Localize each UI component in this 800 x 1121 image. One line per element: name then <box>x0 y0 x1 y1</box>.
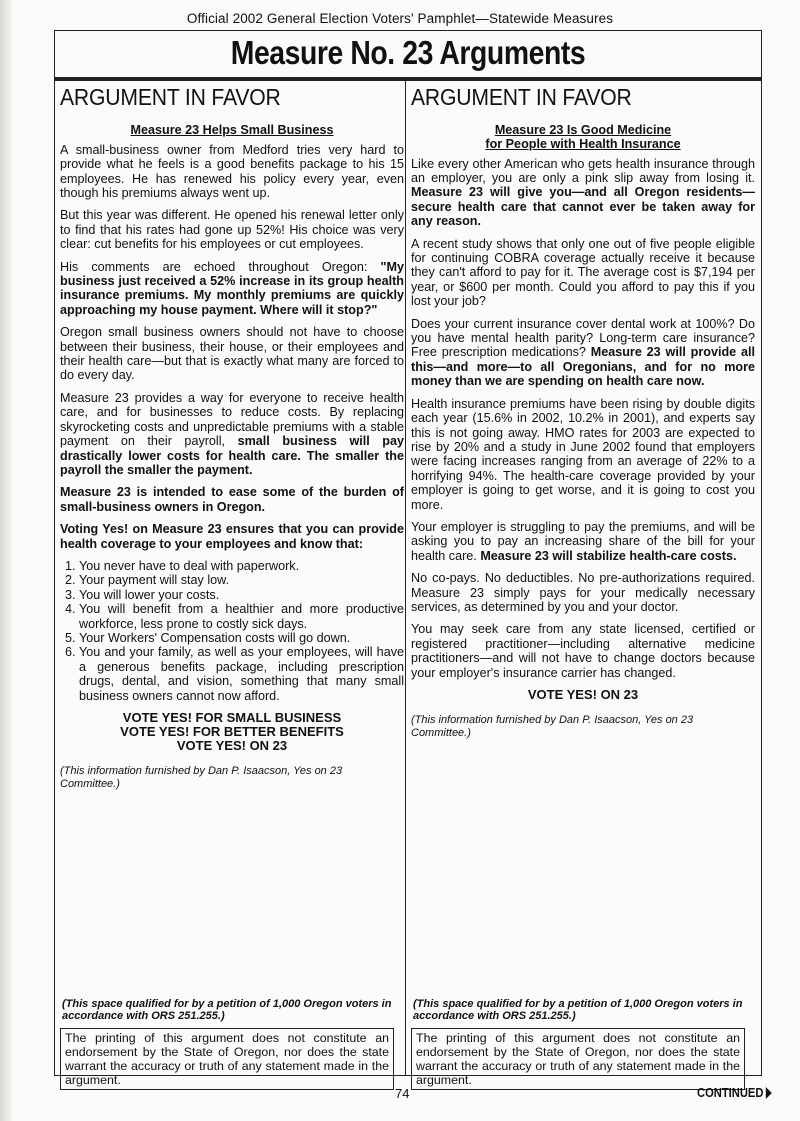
list-item: 1. You never have to deal with paperwork. <box>79 559 404 573</box>
left-paragraph-6: Measure 23 is intended to ease some of the burden of small-business owners in Oregon. <box>60 485 404 514</box>
right-paragraph-3-text: Does your current insurance cover dental work at 100%? Do you have mental health parity? Long-term care insurance? Free prescription medications? <box>411 316 755 360</box>
right-paragraph-5-bold: Measure 23 will stabilize health-care costs. <box>480 548 737 563</box>
left-argument-heading: ARGUMENT IN FAVOR <box>60 84 281 110</box>
right-disclaimer-box: The printing of this argument does not constitute an endorsement by the State of Oregon, nor does the state warrant the accuracy or truth of any statement made in the argument. <box>411 1028 745 1090</box>
left-argument-subheading: Measure 23 Helps Small Business <box>130 123 334 137</box>
list-item: 2. Your payment will stay low. <box>79 573 404 587</box>
left-paragraph-3 <box>60 260 404 318</box>
column-divider <box>405 81 406 1076</box>
list-item: 3. You will lower your costs. <box>79 588 404 602</box>
right-subheading-line-2: for People with Health Insurance <box>485 136 681 151</box>
left-paragraph-4: Oregon small business owners should not have to choose between their business, their house, or their employees and their health care—but that is exactly what many are forced to do every day. <box>60 325 404 383</box>
title-rule <box>55 77 761 81</box>
vote-slogan-3: VOTE YES! ON 23 <box>176 738 288 754</box>
list-item: 6. You and your family, as well as your employees, will have a generous benefits package, including prescription drugs, dental, and vision, something that many small business owners cannot now afford. <box>79 645 404 703</box>
left-paragraph-7: Voting Yes! on Measure 23 ensures that you can provide health coverage to your employees and know that: <box>60 522 404 551</box>
right-paragraph-7: You may seek care from any state licensed, certified or registered practitioner—including alternative medicine practitioners—and will not have to change doctors because your employer's insurance carrier has changed. <box>411 622 755 680</box>
left-paragraph-3-quote: "My business just received a 52% increase in its group health insurance premiums. My monthly premiums are quickly approaching my house payment. Where will it stop?" <box>60 259 404 317</box>
right-paragraph-1-text: Like every other American who gets health insurance through an employer, you are only a pink slip away from losing it. <box>411 156 755 185</box>
list-item: 4. You will benefit from a healthier and more productive workforce, less prone to costly sick days. <box>79 602 404 631</box>
right-paragraph-5-text: Your employer is struggling to pay the premiums, and will be asking you to pay an increasing share of the bill for your health care. <box>411 519 755 563</box>
left-paragraph-2: But this year was different. He opened his renewal letter only to find that his rates had gone up 52%! His choice was very clear: cut benefits for his employees or cut employees. <box>60 208 404 252</box>
left-vote-slogans <box>60 711 404 753</box>
vote-slogan-2: VOTE YES! FOR BETTER BENEFITS <box>120 724 344 740</box>
continued-arrow-icon <box>766 1087 772 1099</box>
right-paragraph-2: A recent study shows that only one out of five people eligible for continuing COBRA coverage actually receive it because they can't afford to pay for it. The average cost is $7,194 per year, or $600 per month. Could you afford to pay this if you lost your job? <box>411 236 755 309</box>
right-argument-heading: ARGUMENT IN FAVOR <box>411 84 632 110</box>
left-paragraph-5-text: Measure 23 provides a way for everyone to receive health care, and for businesses to reduce costs. By replacing skyrocketing costs and unpredictable premiums with a stable payment on their payroll, <box>60 390 404 449</box>
right-paragraph-3 <box>411 317 755 389</box>
right-petition-note: (This space qualified for by a petition of 1,000 Oregon voters in accordance with ORS 251.255.) <box>413 998 743 1022</box>
right-credit-line: (This information furnished by Dan P. Isaacson, Yes on 23 Committee.) <box>411 714 694 739</box>
benefits-list <box>60 559 404 703</box>
continued-indicator <box>697 1085 772 1100</box>
left-paragraph-3-text: His comments are echoed throughout Oregon: <box>60 259 381 274</box>
left-paragraph-5-bold: small business will pay drastically lower costs for health care. The smaller the payroll the smaller the payment. <box>60 434 404 477</box>
vote-slogan-1: VOTE YES! FOR SMALL BUSINESS <box>122 710 342 726</box>
left-credit-line: (This information furnished by Dan P. Isaacson, Yes on 23 Committee.) <box>60 765 343 791</box>
right-paragraph-1 <box>411 157 755 229</box>
right-paragraph-5 <box>411 520 755 563</box>
right-argument-column <box>411 84 755 740</box>
page-title: Measure No. 23 Arguments <box>230 34 586 71</box>
right-paragraph-1-bold: Measure 23 will give you—and all Oregon residents—secure health care that cannot ever be taken away for any reason. <box>411 185 755 229</box>
left-argument-column <box>60 84 404 791</box>
continued-label: CONTINUED <box>697 1085 764 1100</box>
right-paragraph-4: Health insurance premiums have been rising by double digits each year (15.6% in 2002, 10.2% in 2001), and experts say this is not going away. HMO rates for 2003 are expected to rise by 20% and a study in June 2002 found that employers were facing increases ranging from an average of 22% to a horrifying 94%. The health-care coverage provided by your employer is going to get worse, and it is going to cost you more. <box>411 396 755 512</box>
left-petition-note: (This space qualified for by a petition of 1,000 Oregon voters in accordance with ORS 251.255.) <box>62 998 392 1022</box>
left-paragraph-1: A small-business owner from Medford tries very hard to provide what he feels is a good benefits package to his 15 employees. He has renewed his policy every year, even though his premiums always went up. <box>60 142 404 201</box>
running-head: Official 2002 General Election Voters' Pamphlet—Statewide Measures <box>186 11 614 26</box>
list-item: 5. Your Workers' Compensation costs will go down. <box>79 631 404 645</box>
right-argument-subheading <box>411 124 755 152</box>
right-paragraph-6: No co-pays. No deductibles. No pre-authorizations required. Measure 23 simply pays for your medically necessary services, as determined by you and your doctor. <box>411 571 755 614</box>
right-vote-slogan: VOTE YES! ON 23 <box>527 687 639 702</box>
left-paragraph-5 <box>60 391 404 477</box>
left-disclaimer-box: The printing of this argument does not constitute an endorsement by the State of Oregon, nor does the state warrant the accuracy or truth of any statement made in the argument. <box>60 1028 394 1090</box>
right-subheading-line-1: Measure 23 Is Good Medicine <box>494 123 672 137</box>
page-number: 74 <box>395 1086 410 1101</box>
right-paragraph-3-bold: Measure 23 will provide all this—and more—to all Oregonians, and for no more money than we are spending on health care now. <box>411 345 755 389</box>
scan-edge-shadow <box>0 0 14 1121</box>
